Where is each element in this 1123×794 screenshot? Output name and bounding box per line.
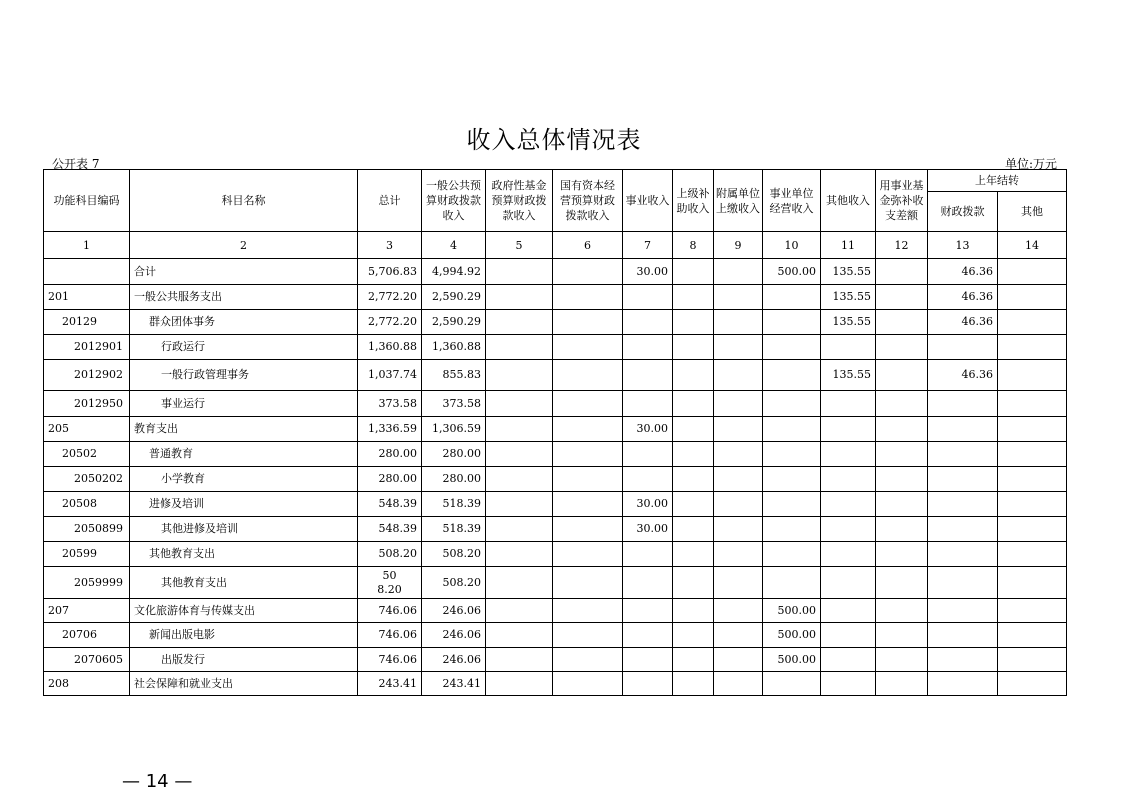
cell-business: 30.00 [623,417,673,442]
cell-business [623,335,673,360]
cell-carry-other [998,285,1067,310]
cell-other [821,672,876,696]
cell-gov-fund [486,517,553,542]
cell-code: 2012902 [44,360,130,391]
cell-state-capital [553,567,623,599]
col-number: 5 [486,232,553,259]
cell-name: 文化旅游体育与传媒支出 [130,599,358,623]
cell-operating [763,542,821,567]
cell-state-capital [553,492,623,517]
cell-superior [673,360,714,391]
cell-superior [673,310,714,335]
cell-general: 280.00 [422,467,486,492]
cell-business [623,310,673,335]
header-general-budget: 一般公共预算财政拨款收入 [422,170,486,232]
cell-total: 746.06 [358,623,422,648]
cell-carry-other [998,310,1067,335]
cell-carry-fiscal [928,391,998,417]
cell-gov-fund [486,492,553,517]
table-row [44,360,1067,391]
cell-affiliated [714,335,763,360]
cell-affiliated [714,391,763,417]
cell-carry-fiscal [928,672,998,696]
cell-name: 社会保障和就业支出 [130,672,358,696]
cell-fund [876,648,928,672]
table-row [44,417,1067,442]
cell-business [623,442,673,467]
cell-total: 2,772.20 [358,310,422,335]
cell-fund [876,623,928,648]
cell-other [821,391,876,417]
cell-fund [876,360,928,391]
cell-superior [673,648,714,672]
table-row [44,623,1067,648]
cell-gov-fund [486,285,553,310]
cell-name: 进修及培训 [130,492,358,517]
cell-carry-fiscal [928,542,998,567]
cell-total: 1,360.88 [358,335,422,360]
cell-fund [876,417,928,442]
cell-total: 746.06 [358,648,422,672]
cell-name: 普通教育 [130,442,358,467]
cell-other: 135.55 [821,259,876,285]
cell-affiliated [714,417,763,442]
cell-superior [673,259,714,285]
cell-gov-fund [486,391,553,417]
cell-general: 4,994.92 [422,259,486,285]
cell-total: 548.39 [358,492,422,517]
cell-other [821,467,876,492]
cell-code: 20502 [44,442,130,467]
col-number: 1 [44,232,130,259]
header-carryover-fiscal: 财政拨款 [928,192,998,232]
cell-other [821,417,876,442]
col-number: 6 [553,232,623,259]
cell-state-capital [553,442,623,467]
cell-gov-fund [486,360,553,391]
cell-name: 出版发行 [130,648,358,672]
cell-carry-fiscal [928,442,998,467]
cell-gov-fund [486,672,553,696]
cell-other [821,335,876,360]
cell-carry-fiscal [928,599,998,623]
cell-operating: 500.00 [763,259,821,285]
cell-superior [673,335,714,360]
table-row [44,567,1067,599]
cell-state-capital [553,517,623,542]
cell-general: 2,590.29 [422,285,486,310]
cell-business [623,599,673,623]
cell-business [623,391,673,417]
table-row [44,672,1067,696]
cell-general: 1,306.59 [422,417,486,442]
cell-state-capital [553,285,623,310]
header-operating-income: 事业单位经营收入 [763,170,821,232]
cell-total: 1,336.59 [358,417,422,442]
cell-superior [673,391,714,417]
cell-carry-fiscal [928,492,998,517]
header-other-income: 其他收入 [821,170,876,232]
cell-operating: 500.00 [763,648,821,672]
cell-other: 135.55 [821,285,876,310]
cell-general: 2,590.29 [422,310,486,335]
cell-code: 2012950 [44,391,130,417]
col-number: 7 [623,232,673,259]
cell-total-line: 50 [382,568,397,582]
cell-carry-other [998,335,1067,360]
header-carryover: 上年结转 [928,170,1067,192]
cell-superior [673,672,714,696]
cell-business [623,285,673,310]
page-number: — 14 — [122,771,193,792]
cell-state-capital [553,623,623,648]
cell-operating [763,442,821,467]
cell-general: 246.06 [422,623,486,648]
cell-operating: 500.00 [763,623,821,648]
table-row [44,599,1067,623]
cell-state-capital [553,360,623,391]
cell-gov-fund [486,442,553,467]
table-row [44,391,1067,417]
cell-carry-other [998,391,1067,417]
cell-superior [673,467,714,492]
cell-code: 2050899 [44,517,130,542]
cell-gov-fund [486,335,553,360]
header-affiliated-income: 附属单位上缴收入 [714,170,763,232]
cell-code: 207 [44,599,130,623]
col-number: 11 [821,232,876,259]
cell-carry-fiscal: 46.36 [928,310,998,335]
cell-fund [876,285,928,310]
cell-carry-other [998,467,1067,492]
cell-affiliated [714,542,763,567]
col-number: 3 [358,232,422,259]
cell-business [623,360,673,391]
cell-fund [876,672,928,696]
cell-fund [876,492,928,517]
cell-state-capital [553,672,623,696]
cell-code [44,259,130,285]
cell-fund [876,310,928,335]
cell-affiliated [714,492,763,517]
col-number: 2 [130,232,358,259]
table-body [44,259,1067,696]
cell-operating [763,517,821,542]
cell-fund [876,335,928,360]
cell-carry-fiscal [928,648,998,672]
table-header [44,170,1067,259]
cell-affiliated [714,517,763,542]
cell-other: 135.55 [821,310,876,335]
cell-affiliated [714,442,763,467]
cell-superior [673,567,714,599]
cell-state-capital [553,310,623,335]
cell-general: 518.39 [422,517,486,542]
cell-carry-fiscal [928,567,998,599]
cell-gov-fund [486,467,553,492]
cell-carry-fiscal: 46.36 [928,360,998,391]
column-number-row [44,232,1067,259]
cell-code: 201 [44,285,130,310]
cell-carry-other [998,442,1067,467]
cell-business: 30.00 [623,259,673,285]
cell-code: 205 [44,417,130,442]
cell-general: 246.06 [422,599,486,623]
cell-name: 合计 [130,259,358,285]
cell-other [821,442,876,467]
col-number: 4 [422,232,486,259]
cell-affiliated [714,672,763,696]
cell-gov-fund [486,567,553,599]
cell-business [623,542,673,567]
cell-name: 事业运行 [130,391,358,417]
cell-carry-fiscal [928,467,998,492]
table-row [44,467,1067,492]
header-gov-fund: 政府性基金预算财政拨款收入 [486,170,553,232]
cell-fund [876,599,928,623]
cell-code: 20129 [44,310,130,335]
unit-label: 单位:万元 [1004,157,1057,171]
cell-code: 20706 [44,623,130,648]
col-number: 13 [928,232,998,259]
cell-carry-fiscal: 46.36 [928,259,998,285]
cell-affiliated [714,623,763,648]
cell-carry-other [998,517,1067,542]
cell-other: 135.55 [821,360,876,391]
cell-business: 30.00 [623,517,673,542]
cell-name: 新闻出版电影 [130,623,358,648]
cell-affiliated [714,285,763,310]
cell-code: 208 [44,672,130,696]
cell-code: 20599 [44,542,130,567]
cell-affiliated [714,259,763,285]
table-row [44,335,1067,360]
cell-total: 746.06 [358,599,422,623]
cell-general: 280.00 [422,442,486,467]
cell-general: 243.41 [422,672,486,696]
cell-gov-fund [486,417,553,442]
cell-superior [673,623,714,648]
cell-carry-fiscal: 46.36 [928,285,998,310]
income-summary-table [43,169,1067,696]
cell-general: 855.83 [422,360,486,391]
cell-code: 2070605 [44,648,130,672]
header-superior-subsidy: 上级补助收入 [673,170,714,232]
cell-carry-other [998,492,1067,517]
cell-business [623,623,673,648]
cell-carry-fiscal [928,517,998,542]
cell-carry-other [998,567,1067,599]
cell-state-capital [553,648,623,672]
col-number: 10 [763,232,821,259]
cell-affiliated [714,599,763,623]
cell-carry-fiscal [928,417,998,442]
cell-superior [673,599,714,623]
cell-general: 518.39 [422,492,486,517]
table-row [44,542,1067,567]
cell-name: 小学教育 [130,467,358,492]
table-row [44,285,1067,310]
header-name: 科目名称 [130,170,358,232]
cell-operating [763,285,821,310]
cell-superior [673,542,714,567]
cell-state-capital [553,467,623,492]
cell-total [358,567,422,599]
header-business-income: 事业收入 [623,170,673,232]
cell-gov-fund [486,542,553,567]
cell-other [821,542,876,567]
table-row [44,310,1067,335]
cell-state-capital [553,542,623,567]
cell-general: 1,360.88 [422,335,486,360]
cell-general: 508.20 [422,542,486,567]
col-number: 14 [998,232,1067,259]
table-row [44,442,1067,467]
cell-state-capital [553,391,623,417]
cell-general: 508.20 [422,567,486,599]
header-fund-makeup: 用事业基金弥补收支差额 [876,170,928,232]
cell-gov-fund [486,599,553,623]
cell-gov-fund [486,623,553,648]
cell-total: 548.39 [358,517,422,542]
cell-carry-other [998,599,1067,623]
cell-name: 群众团体事务 [130,310,358,335]
cell-other [821,623,876,648]
cell-operating [763,417,821,442]
cell-affiliated [714,360,763,391]
cell-fund [876,391,928,417]
cell-carry-fiscal [928,623,998,648]
cell-carry-other [998,360,1067,391]
table-row [44,517,1067,542]
table-row [44,648,1067,672]
cell-carry-other [998,417,1067,442]
cell-operating: 500.00 [763,599,821,623]
cell-superior [673,285,714,310]
cell-operating [763,391,821,417]
col-number: 8 [673,232,714,259]
cell-superior [673,492,714,517]
col-number: 12 [876,232,928,259]
cell-gov-fund [486,259,553,285]
cell-operating [763,310,821,335]
cell-other [821,648,876,672]
cell-state-capital [553,599,623,623]
page-title: 收入总体情况表 [466,126,642,154]
cell-total: 373.58 [358,391,422,417]
cell-fund [876,442,928,467]
cell-other [821,517,876,542]
cell-carry-other [998,648,1067,672]
cell-carry-fiscal [928,335,998,360]
cell-fund [876,542,928,567]
cell-operating [763,360,821,391]
table-row [44,259,1067,285]
cell-other [821,567,876,599]
cell-carry-other [998,672,1067,696]
cell-business [623,467,673,492]
cell-fund [876,567,928,599]
cell-name: 其他进修及培训 [130,517,358,542]
cell-operating [763,467,821,492]
cell-operating [763,335,821,360]
cell-business [623,567,673,599]
header-state-capital: 国有资本经营预算财政拨款收入 [553,170,623,232]
cell-gov-fund [486,310,553,335]
cell-total: 2,772.20 [358,285,422,310]
cell-operating [763,567,821,599]
header-total: 总计 [358,170,422,232]
cell-code: 20508 [44,492,130,517]
cell-other [821,492,876,517]
cell-gov-fund [486,648,553,672]
cell-general: 373.58 [422,391,486,417]
cell-name: 一般行政管理事务 [130,360,358,391]
cell-affiliated [714,310,763,335]
cell-superior [673,417,714,442]
cell-business: 30.00 [623,492,673,517]
cell-code: 2012901 [44,335,130,360]
cell-affiliated [714,467,763,492]
cell-state-capital [553,335,623,360]
cell-name: 行政运行 [130,335,358,360]
cell-superior [673,517,714,542]
cell-name: 其他教育支出 [130,567,358,599]
cell-operating [763,492,821,517]
cell-code: 2059999 [44,567,130,599]
cell-state-capital [553,417,623,442]
cell-total: 280.00 [358,467,422,492]
cell-total: 1,037.74 [358,360,422,391]
cell-total: 5,706.83 [358,259,422,285]
cell-name: 教育支出 [130,417,358,442]
cell-affiliated [714,567,763,599]
cell-carry-other [998,542,1067,567]
cell-total-line: 8.20 [377,582,402,596]
cell-carry-other [998,623,1067,648]
cell-fund [876,259,928,285]
cell-business [623,672,673,696]
cell-superior [673,442,714,467]
cell-total: 280.00 [358,442,422,467]
header-code: 功能科目编码 [44,170,130,232]
form-number: 公开表 7 [52,157,100,171]
table-row [44,492,1067,517]
cell-fund [876,467,928,492]
cell-total: 243.41 [358,672,422,696]
cell-carry-other [998,259,1067,285]
cell-affiliated [714,648,763,672]
header-carryover-other: 其他 [998,192,1067,232]
cell-state-capital [553,259,623,285]
cell-fund [876,517,928,542]
cell-name: 一般公共服务支出 [130,285,358,310]
cell-general: 246.06 [422,648,486,672]
cell-operating [763,672,821,696]
cell-total: 508.20 [358,542,422,567]
cell-business [623,648,673,672]
cell-code: 2050202 [44,467,130,492]
col-number: 9 [714,232,763,259]
cell-other [821,599,876,623]
cell-name: 其他教育支出 [130,542,358,567]
